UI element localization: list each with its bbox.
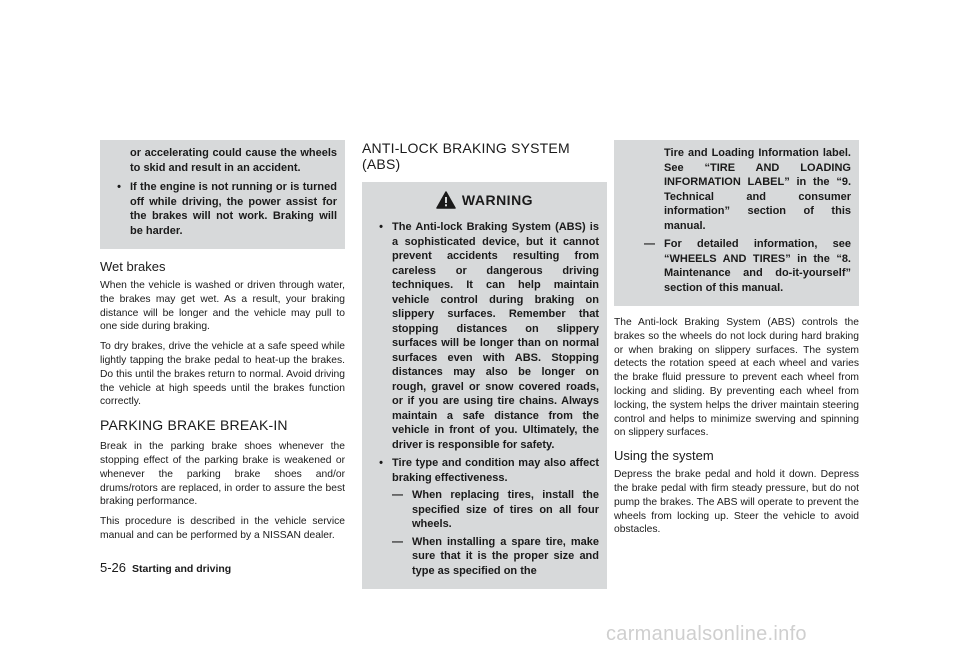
dash-mark: —	[392, 535, 403, 548]
column-middle	[362, 140, 607, 589]
chapter-title: Starting and driving	[132, 563, 232, 575]
bullet-text: Tire type and condition may also affect braking effectiveness.	[392, 457, 599, 484]
warning-bullet	[108, 180, 337, 238]
abs-warning-box	[362, 182, 607, 589]
bullet-mark: •	[379, 221, 383, 233]
warning-triangle-icon	[436, 191, 456, 209]
wet-brakes-paragraph-2: To dry brakes, drive the vehicle at a safe speed while lightly tapping the brake pedal to heat-up the brakes. Do this until the brakes return to normal. Avoid driving the vehicle at high speeds until the brakes function correctly.	[100, 341, 345, 408]
page-footer	[100, 560, 231, 575]
bullet-text: If the engine is not running or is turned off while driving, the power assist for the brakes will not work. Braking will be harder.	[130, 181, 337, 237]
dash-item-1	[392, 488, 599, 532]
dash-mark: —	[392, 489, 403, 501]
column-left	[100, 140, 345, 549]
dash-item-2	[392, 535, 599, 579]
abs-description-paragraph: The Anti-lock Braking System (ABS) controls the brakes so the wheels do not lock during hard braking or when braking on slippery surfaces. The system detects the rotation speed at each wheel and varies the brake fluid pressure to prevent each wheel from locking and sliding. By preventing each wheel from locking, the system helps the driver maintain steering control and helps to minimize swerving and spinning on slippery surfaces.	[614, 317, 859, 439]
warning-continuation-text: or accelerating could cause the wheels to skid and result in an accident.	[130, 147, 337, 174]
warning-bullet-1	[370, 220, 599, 452]
warning-header	[370, 186, 599, 214]
wet-brakes-paragraph-1: When the vehicle is washed or driven through water, the brakes may get wet. As a result, your braking distance will be longer and the vehicle may pull to one side during braking.	[100, 280, 345, 333]
warning-box-continued	[100, 140, 345, 249]
dash-mark: —	[644, 238, 655, 250]
using-system-heading: Using the system	[614, 448, 714, 464]
dash-text: When replacing tires, install the specified size of tires on all four wheels.	[412, 489, 599, 530]
warning-bullet-2	[370, 456, 599, 485]
using-system-paragraph: Depress the brake pedal and hold it down. Depress the brake pedal with firm steady pressure, but do not pump the brakes. The ABS will operate to prevent the wheels from locking up. Steer the vehicle to avoid obstacles.	[614, 469, 859, 536]
bullet-mark: •	[117, 181, 121, 193]
bullet-text: The Anti-lock Braking System (ABS) is a sophisticated device, but it cannot prevent accidents resulting from careless or dangerous driving techniques. It can help maintain vehicle control during braking on slippery surfaces. Remember that stopping distances on slippery surfaces will be longer than on normal surfaces even with ABS. Stopping distances may also be longer on rough, gravel or snow covered roads, or if you are using tire chains. Always maintain a safe distance from the vehicle in front of you. Ultimately, the driver is responsible for safety.	[392, 221, 599, 451]
dash-text: When installing a spare tire, make sure that it is the proper size and type as specified on the	[412, 535, 599, 577]
parking-brake-heading: PARKING BRAKE BREAK-IN	[100, 417, 288, 434]
parking-brake-paragraph-1: Break in the parking brake shoes whenever the stopping effect of the parking brake is weakened or whenever the parking brake shoes and/or drums/rotors are replaced, in order to assure the best braking performance.	[100, 441, 345, 508]
page-number: 5-26	[100, 560, 127, 575]
bullet-mark: •	[379, 457, 383, 469]
warning-continuation-text: Tire and Loading Information label. See “TIRE AND LOADING INFORMATION LABEL” in the “9. Technical and consumer information” section of this manual.	[664, 147, 851, 232]
column-right	[614, 140, 859, 543]
warning-box-continued	[614, 140, 859, 306]
dash-list	[370, 488, 599, 578]
watermark: carmanualsonline.info	[606, 623, 807, 645]
dash-text: For detailed information, see “WHEELS AND TIRES” in the “8. Maintenance and do-it-yourself” section of this manual.	[664, 238, 851, 294]
dash-item-3	[622, 237, 851, 295]
wet-brakes-heading: Wet brakes	[100, 259, 166, 274]
warning-label: WARNING	[461, 192, 534, 208]
abs-heading: ANTI-LOCK BRAKING SYSTEM (ABS)	[362, 140, 570, 172]
parking-brake-paragraph-2: This procedure is described in the vehicle service manual and can be performed by a NISSAN dealer.	[100, 516, 345, 541]
